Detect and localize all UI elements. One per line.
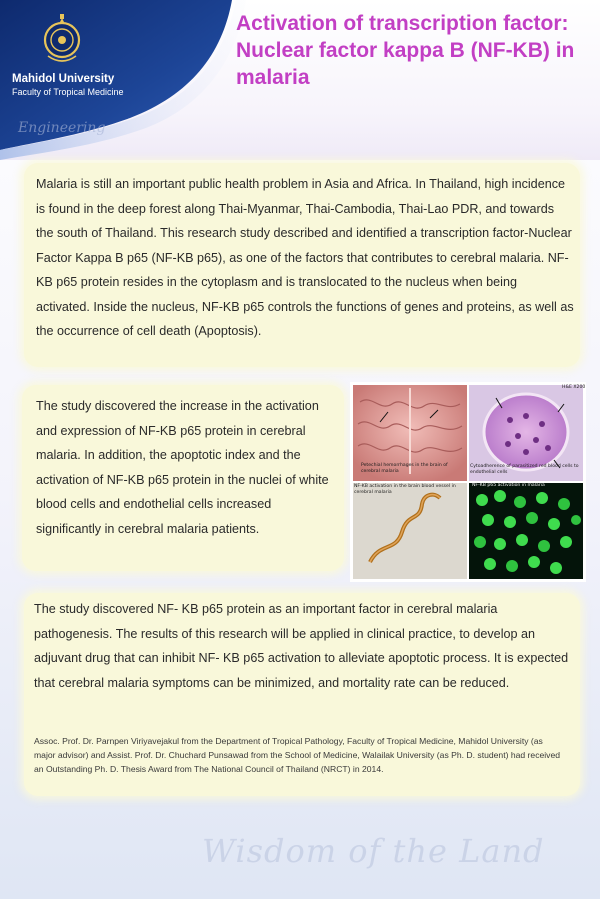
caption-fluorescent: NF-KB p65 activation in malaria bbox=[472, 483, 545, 488]
histology-figure bbox=[350, 382, 586, 582]
histology-images bbox=[350, 382, 586, 582]
intro-text: Malaria is still an important public health problem in Asia and Africa. In Thailand, high incidence is found in the deep forest along Thai-Myanmar, Thai-Cambodia, Thai-Lao PDR, and towards the south of Thailand. This research study described and identified a transcription factor-Nuclear Factor Kappa B p65 (NF-KB p65), as one of the factors that contributes to cerebral malaria. NF-KB p65 protein resides in the cytoplasm and is translocated to the nucleus when being activated. Inside the nucleus, NF-KB p65 controls the functions of genes and proteins, as well as the occurrence of cell death (Apoptosis). bbox=[36, 177, 574, 338]
conclusion-panel bbox=[24, 593, 580, 796]
stain-label: H&E X200 bbox=[562, 385, 586, 390]
conclusion-text: The study discovered NF- KB p65 protein as an important factor in cerebral malaria pathogenesis. The results of this research will be applied in clinical practice, to develop an adjuvant drug that can inhibit NF- KB p65 activation to alleviate apoptotic process. It is expected that cerebral malaria symptoms can be minimized, and mortality rate can be reduced. bbox=[34, 602, 569, 690]
faculty-name: Faculty of Tropical Medicine bbox=[12, 87, 124, 97]
university-seal-icon bbox=[40, 12, 84, 68]
university-name: Mahidol University bbox=[12, 73, 115, 85]
findings-text: The study discovered the increase in the activation and expression of NF-KB p65 protein in cerebral malaria. In addition, the apoptotic index and the activation of NF-KB p65 protein in the nuclei of white blood cells and endothelial cells increased significantly in cerebral malaria patients. bbox=[36, 399, 329, 536]
caption-vessel: NF-KB activation in the brain blood vessel in cerebral malaria bbox=[354, 484, 456, 495]
intro-panel bbox=[24, 163, 580, 367]
caption-cytoadherence: Cytoadherence of parasitized red blood cells to endothelial cells bbox=[470, 464, 579, 475]
script-watermark-top: Engineering bbox=[18, 120, 106, 136]
poster-title: Activation of transcription factor: Nuclear factor kappa B (NF-KB) in malaria bbox=[236, 12, 575, 89]
award-credit: Assoc. Prof. Dr. Parnpen Viriyavejakul from the Department of Tropical Pathology, Faculty of Tropical Medicine, Mahidol University (as major advisor) and Assist. Prof. Dr. Chuchard Punsawad from the School of Medicine, Walailak University (as Ph. D. student) had received an Outstanding Ph. D. Thesis Award from The National Council of Thailand (NRCT) in 2014. bbox=[34, 736, 561, 774]
vessel-image bbox=[353, 483, 467, 579]
caption-brain: Petechial hemorrhages in the brain of cerebral malaria bbox=[361, 463, 448, 474]
wisdom-watermark: Wisdom of the Land bbox=[202, 832, 545, 870]
findings-panel bbox=[22, 385, 344, 571]
